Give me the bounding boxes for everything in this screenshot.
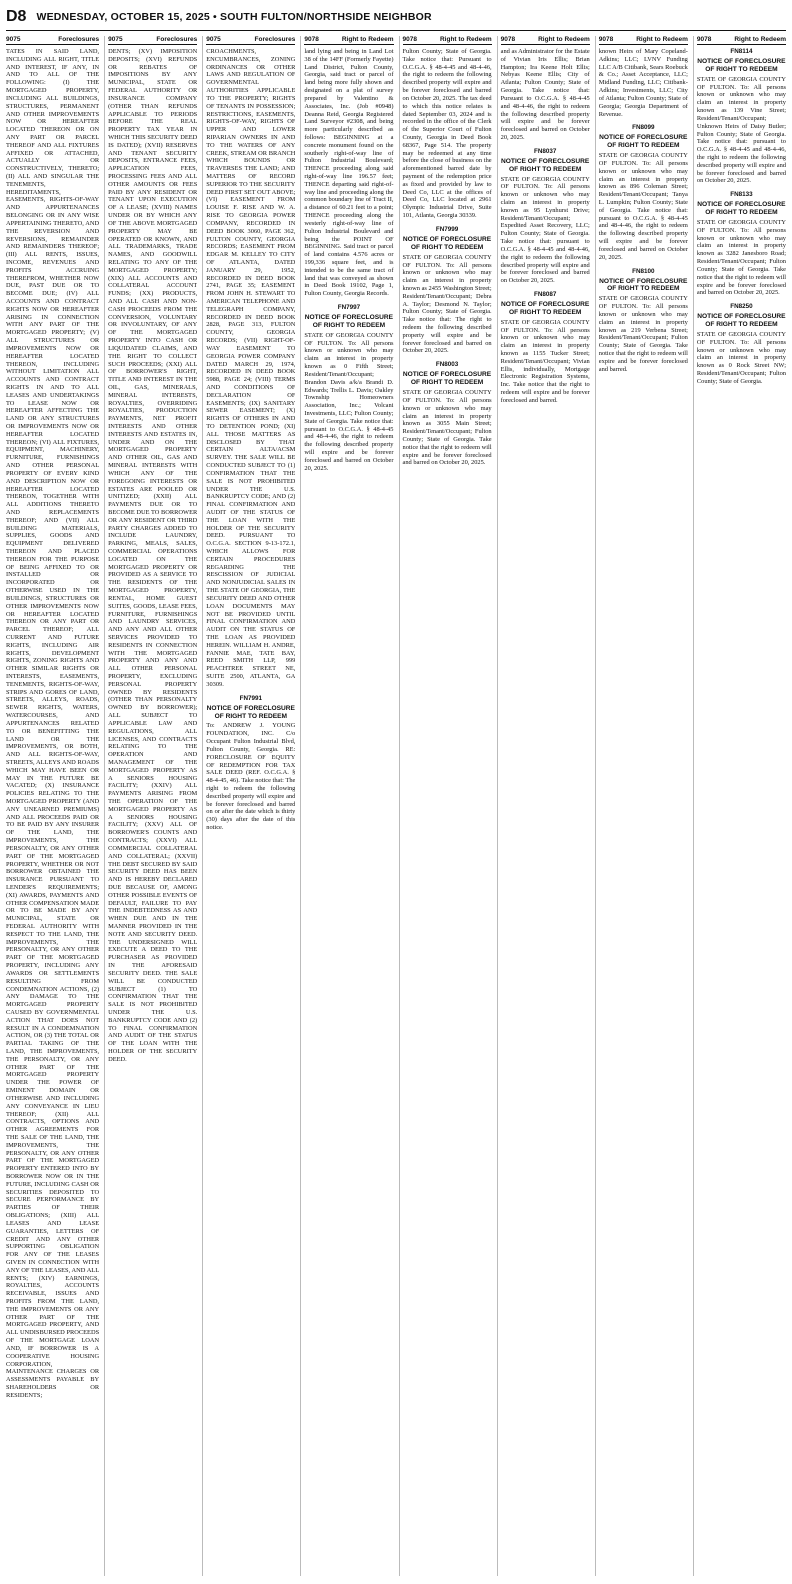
column-section: Right to Redeem bbox=[734, 36, 786, 43]
legal-notice bbox=[403, 226, 492, 355]
legal-notice bbox=[697, 48, 786, 185]
column-header bbox=[304, 36, 393, 45]
notice-id: FN7997 bbox=[337, 304, 361, 311]
notice-id: FN8114 bbox=[730, 48, 753, 55]
notice-heading: NOTICE OF FORECLOSURE OF RIGHT TO REDEEM bbox=[206, 704, 295, 720]
column-tag: 9078 bbox=[402, 36, 417, 43]
masthead bbox=[6, 4, 786, 31]
column-6 bbox=[497, 36, 590, 1576]
legal-notice bbox=[501, 148, 590, 285]
notice-body: STATE OF GEORGIA COUNTY OF FULTON. To: All persons known or unknown who may claim an interest in property known as 3282 Janesboro Road; Resident/Tenant/Occupant; Fulton County; State of Georgia. Take notice that the right to redeem will expire and be forever foreclosed and barred on October 20, 2025. bbox=[696, 219, 786, 297]
column-3 bbox=[202, 36, 295, 1576]
column-header bbox=[6, 36, 99, 45]
column-header bbox=[206, 36, 295, 45]
legal-notice bbox=[599, 124, 688, 261]
notice-body: DENTS; (XV) IMPOSITION DEPOSITS; (XVI) REFUNDS OR REBATES OF IMPOSITIONS BY ANY MUNICIPAL, STATE OR FEDERAL AUTHORITY OR INSURANCE COMPANY (OTHER THAN REFUNDS APPLICABLE TO PERIODS BEFORE THE REAL PROPERTY TAX YEAR IN WHICH THIS SECURITY DEED IS DATED); (XVII) RESERVES AND TENANT SECURITY DEPOSITS, ENTRANCE FEES, APPLICATION FEES, PROCESSING FEES AND ALL OTHER AMOUNTS OR FEES PAID BY ANY RESIDENT OR TENANT UPON EXECUTION OF A LEASE; (XVIII) NAMES UNDER OR BY WHICH ANY OF THE ABOVE MORTGAGED PROPERTY MAY BE OPERATED OR KNOWN, AND ALL TRADEMARKS, TRADE NAMES, AND GOODWILL RELATING TO ANY OF THE MORTGAGED PROPERTY; (XIX) ALL ACCOUNTS AND COLLATERAL ACCOUNT FUNDS; (XX) PRODUCTS, AND ALL CASH AND NON-CASH PROCEEDS FROM THE CONVERSION, VOLUNTARY OR INVOLUNTARY, OF ANY OF THE MORTGAGED PROPERTY INTO CASH OR LIQUIDATED CLAIMS, AND THE RIGHT TO COLLECT SUCH PROCEEDS; (XXI) ALL OF BORROWER'S RIGHT, TITLE AND INTEREST IN THE OIL, GAS, MINERALS, MINERAL INTERESTS, ROYALTIES, OVERRIDING ROYALTIES, PRODUCTION PAYMENTS, NET PROFIT INTERESTS AND OTHER INTERESTS AND ESTATES IN, UNDER AND ON THE MORTGAGED PROPERTY AND OTHER OIL, GAS AND MINERAL INTERESTS WITH WHICH ANY OF THE FOREGOING INTERESTS OR ESTATES ARE POOLED OR UNITIZED; (XXII) ALL PAYMENTS DUE OR TO BECOME DUE TO BORROWER OR ANY RESIDENT OR THIRD PARTY CHARGES ADDED TO INCLUDE LAUNDRY, PARKING, MEALS, SALES, COMMERCIAL OPERATIONS LOCATED ON THE MORTGAGED PROPERTY OR PROVIDED AS A SERVICE TO THE RESIDENTS OF THE MORTGAGED PROPERTY, RENTAL, HOME GUEST SUITES, GOODS, LEASE FEES, FURNITURE, FURNISHINGS AND LAUNDRY SERVICES, AND ANY AND ALL OTHER SERVICES PROVIDED TO RESIDENTS IN CONNECTION WITH THE MORTGAGED PROPERTY AND ANY AND ALL OTHER PERSONAL PROPERTY, EXCLUDING PERSONAL PROPERTY OWNED BY RESIDENTS (OTHER THAN PERSONALTY OWNED BY BORROWER); ALL SUBJECT TO APPLICABLE LAW AND REGULATIONS, ALL LICENSES, AND CONTRACTS RELATING TO THE OPERATION AND MANAGEMENT OF THE MORTGAGED PROPERTY AS A SENIORS HOUSING FACILITY; (XXIV) ALL PAYMENTS ARISING FROM THE OPERATION OF THE MORTGAGED PROPERTY AS A SENIORS HOUSING FACILITY; (XXV) ALL OF BORROWER'S COUNTS AND CONTRACTS; (XXVI) ALL COMMERCIAL COLLATERAL AND COLLATERAL; (XXVII) THE DEBT SECURED BY SAID SECURITY DEED HAS BEEN AND IS HEREBY DECLARED DUE BECAUSE OF, AMONG OTHER POSSIBLE EVENTS OF DEFAULT, FAILURE TO PAY THE INDEBTEDNESS AS AND WHEN DUE AND IN THE MANNER PROVIDED IN THE NOTE AND SECURITY DEED. THE UNDERSIGNED WILL EXECUTE A DEED TO THE PURCHASER AS PROVIDED IN THE AFORESAID SECURITY DEED. THE SALE WILL BE CONDUCTED SUBJECT (1) TO CONFIRMATION THAT THE SALE IS NOT PROHIBITED UNDER THE U.S. BANKRUPTCY CODE AND (2) TO FINAL CONFIRMATION AND AUDIT OF THE STATUS OF THE LOAN WITH THE HOLDER OF THE SECURITY DEED. bbox=[108, 48, 198, 1063]
column-section: Foreclosures bbox=[156, 36, 198, 43]
notice-heading: NOTICE OF FORECLOSURE OF RIGHT TO REDEEM bbox=[697, 313, 786, 329]
legal-notice bbox=[403, 361, 492, 467]
notice-body: land lying and being in Land Lot 38 of the 14FF (Formerly Fayette) Land District, Fulton County, Georgia, said tract or parcel of land being more fully shown and designated on a plat of survey prepared by Valentino & Associates, Inc. (Job #0948) Deanna Reid, Georgia Registered Land Surveyor #2308, and being more particularly described as follows: BEGINNING at a concrete monument found on the southerly right-of-way line of Fulton Industrial Boulevard; THENCE proceeding along said right-of-way line 196.57 feet; THENCE departing said right-of-way line and proceeding along the common boundary line of Tract II, a distance of 60.21 feet to a point; THENCE proceeding along the westerly right-of-way line of Fulton Industrial Boulevard and being the POINT OF BEGINNING. Said tract or parcel of land contains 4.576 acres or 199,336 square feet, and is intended to be the same tract of land that was conveyed as shown in Deed Book 19102, Page 1, Fulton County, Georgia Records. bbox=[304, 48, 394, 298]
notice-body: STATE OF GEORGIA COUNTY OF FULTON. To: All persons known or unknown who may claim an interest in property known as 0 Rock Street NW; Resident/Tenant/Occupant; Fulton County; State of Georgia. bbox=[696, 330, 786, 385]
notice-body: and as Administrator for the Estate of Vivian Iris Ellis; Brian Hampton; Ira Keene Holt Ellis; Nebyas Keene Ellis; City of Atlanta; Fulton County; State of Georgia. Take notice that: Pursuant to O.C.G.A. § 48-4-45 and 48-4-46, the right to redeem the following described property will expire and be forever foreclosed and barred on October 20, 2025. bbox=[500, 48, 590, 141]
legal-notice bbox=[304, 304, 393, 472]
notice-heading: NOTICE OF FORECLOSURE OF RIGHT TO REDEEM bbox=[599, 277, 688, 293]
notice-body: Fulton County; State of Georgia. Take notice that: Pursuant to O.C.G.A. § 48-4-45 and 48-4-46, the right to redeem the following described property will expire and be forever foreclosed and barred on October 20, 2025. The tax deed to which this notice relates is dated September 03, 2024 and is recorded in the office of the Clerk of the Superior Court of Fulton County, Georgia in Deed Book 68367, Page 514. The property may be redeemed at any time before the close of business on the aforementioned barred date by payment of the redemption price as fixed and provided by law to Deed Co, LLC at the offices of Deed Co, LLC located at 2961 Olympic Industrial Drive, Suite 101, Atlanta, Georgia 30339. bbox=[402, 48, 492, 220]
notice-body: STATE OF GEORGIA COUNTY OF FULTON. To: All persons known or unknown who may claim an interest in property known as 0 Fifth Street; Resident/Tenant/Occupant; Brandon Davis a/k/a Brandi D. Edwards; Trellis L. Davis; Oakley Township Homeowners Association, Inc.; Volcani Investments, LLC; Fulton County; State of Georgia. Take notice that: pursuant to O.C.G.A. § 48-4-45 and 48-4-46, the right to redeem the following described property will expire and be forever foreclosed and barred on October 20, 2025. bbox=[304, 331, 394, 472]
legal-notice bbox=[599, 268, 688, 374]
notice-heading: NOTICE OF FORECLOSURE OF RIGHT TO REDEEM bbox=[697, 58, 786, 73]
notice-body: STATE OF GEORGIA COUNTY OF FULTON. To: All persons known or unknown who may claim an interest in property known as 95 Lynhurst Drive; Resident/Tenant/Occupant; Expedited Asset Recovery, LLC; Fulton County; State of Georgia. Take notice that: pursuant to O.C.G.A. § 48-4-45 and 48-4-46, the right to redeem the following described property will expire and be forever foreclosed and barred on October 20, 2025. bbox=[500, 175, 590, 285]
notice-id: FN8099 bbox=[632, 124, 655, 132]
legal-notice bbox=[108, 48, 197, 1064]
legal-notice bbox=[501, 291, 590, 405]
notice-body: STATE OF GEORGIA COUNTY OF FULTON. To: All persons known or unknown who may claim an interest in property known as 2455 Washington Street; Resident/Tenant/Occupant; Debra A. Taylor; Desmond N. Taylor; Fulton County; State of Georgia. Take notice that: The right to redeem the following described property will expire and be forever foreclosed and barred on October 20, 2025. bbox=[402, 253, 492, 355]
column-header bbox=[403, 36, 492, 45]
legal-notice bbox=[206, 48, 295, 689]
notice-body: known Heirs of Mary Copeland-Adkins; LLC; LVNV Funding LLC A/B Citibank, Sears Roebuck & Co.; Asset Acceptance, LLC; Midland Funding, LLC; Citibank-Adkins; Investments, LLC; City of Atlanta; Fulton County; State of Georgia; Georgia Department of Revenue. bbox=[598, 48, 688, 118]
legal-notice bbox=[6, 48, 99, 1400]
notice-id: FN8250 bbox=[730, 303, 753, 311]
notice-id: FN7991 bbox=[239, 694, 263, 702]
column-tag: 9078 bbox=[304, 36, 319, 43]
column-1 bbox=[6, 36, 99, 1576]
column-5 bbox=[399, 36, 492, 1576]
column-section: Right to Redeem bbox=[538, 36, 590, 43]
notice-body: To: ANDREW J. YOUNG FOUNDATION, INC. C/o Occupant Fulton Industrial Blvd, Fulton County, Georgia. RE: FORECLOSURE OF EQUITY OF REDEMPTION FOR TAX SALE DEED (REF. O.C.G.A. § 48-4-45, 46). Take notice that: The right to redeem the following described property will expire and be forever foreclosed and barred on or after the date which is thirty (30) days after the date of this notice. bbox=[206, 722, 296, 831]
column-header bbox=[697, 36, 786, 45]
legal-notice bbox=[501, 48, 590, 142]
column-tag: 9075 bbox=[206, 36, 221, 43]
notice-body: STATE OF GEORGIA COUNTY OF FULTON. To: All persons known or unknown who may claim an interest in property known as 139 Vine Street; Resident/Tenant/Occupant; Unknown Heirs of Daisy Butler; Fulton County; State of Georgia. Take notice that: pursuant to O.C.G.A. § 48-4-45 and 48-4-46, the right to redeem the following described property will expire and be forever foreclosed and barred on October 20, 2025. bbox=[696, 75, 786, 185]
column-section: Right to Redeem bbox=[439, 36, 492, 43]
notice-heading: NOTICE OF FORECLOSURE OF RIGHT TO REDEEM bbox=[402, 371, 492, 387]
notice-body: CROACHMENTS, ENCUMBRANCES, ZONING ORDINANCES OR OTHER LAWS AND REGULATION OF GOVERNMENTAL AUTHORITIES APPLICABLE TO THE PROPERTY; RIGHTS OF TENANTS IN POSSESSION; RESTRICTIONS, EASEMENTS, RIGHTS-OF-WAY, RIGHTS OF UPPER AND LOWER RIPARIAN OWNERS IN AND TO THE WATERS OF ANY CREEK, STREAM OR BRANCH WHICH BOUNDS OR TRAVERSES THE LAND; AND MATTERS OF RECORD SUPERIOR TO THE SECURITY DEED FIRST SET OUT ABOVE; (VI) EASEMENT FROM LOUISE F. RISE AND W. A. RISE TO GEORGIA POWER COMPANY, RECORDED IN DEED BOOK 3060, PAGE 362, FULTON COUNTY, GEORGIA RECORDS; EASEMENT FROM EDGAR M. KELLEY TO CITY OF ATLANTA, DATED JANUARY 29, 1952, RECORDED IN DEED BOOK 2741, PAGE 35; EASEMENT FROM JOHN H. STEWART TO AMERICAN TELEPHONE AND TELEGRAPH COMPANY, RECORDED IN DEED BOOK 2828, PAGE 313, FULTON COUNTY, GEORGIA RECORDS; (VII) RIGHT-OF-WAY EASEMENT TO GEORGIA POWER COMPANY DATED MARCH 29, 1974, RECORDED IN DEED BOOK 5988, PAGE 24; (VIII) TERMS AND CONDITIONS OF DECLARATION OF EASEMENTS; (IX) SANITARY SEWER EASEMENT; (X) RIGHTS OF OTHERS IN AND TO DETENTION POND; (XI) ALL THOSE MATTERS AS DISCLOSED BY THAT CERTAIN ALTA/ACSM SURVEY. THE SALE WILL BE CONDUCTED SUBJECT TO (1) CONFIRMATION THAT THE SALE IS NOT PROHIBITED UNDER THE U.S. BANKRUPTCY CODE; AND (2) FINAL CONFIRMATION AND AUDIT OF THE STATUS OF THE LOAN WITH THE HOLDER OF THE SECURITY DEED. PURSUANT TO O.C.G.A. SECTION 9-13-172.1, WHICH ALLOWS FOR CERTAIN PROCEDURES REGARDING THE RESCISSION OF JUDICIAL AND NONJUDICIAL SALES IN THE STATE OF GEORGIA, THE SECURITY DEED AND OTHER LOAN DOCUMENTS MAY NOT BE PROVIDED UNTIL FINAL CONFIRMATION AND AUDIT ON THE STATUS OF THE LOAN AS PROVIDED HEREIN. WILLIAM H. ANDRE, FANNIE MAE, TATE BAY, REED SMITH LLP, 999 PEACHTREE STREET NE, SUITE 2500, ATLANTA, GA 30309. bbox=[206, 48, 296, 688]
notice-body: STATE OF GEORGIA COUNTY OF FULTON. To: All persons known or unknown who may claim an interest in property known as 3055 Main Street; Resident/Tenant/Occupant; Fulton County; State of Georgia. Take notice that the right to redeem will expire and be forever foreclosed and barred on October 20, 2025. bbox=[402, 389, 492, 467]
column-tag: 9078 bbox=[500, 36, 516, 43]
notice-heading: NOTICE OF FORECLOSURE OF RIGHT TO REDEEM bbox=[501, 300, 590, 316]
column-section: Foreclosures bbox=[254, 36, 296, 43]
column-4 bbox=[300, 36, 393, 1576]
notice-id: FN8037 bbox=[533, 147, 557, 155]
legal-notice bbox=[206, 695, 295, 832]
legal-notice bbox=[697, 303, 786, 386]
legal-notice-columns bbox=[6, 36, 786, 1576]
notice-heading: NOTICE OF FORECLOSURE OF RIGHT TO REDEEM bbox=[501, 157, 590, 173]
notice-id: FN8100 bbox=[632, 267, 655, 275]
notice-heading: NOTICE OF FORECLOSURE OF RIGHT TO REDEEM bbox=[304, 314, 394, 329]
notice-heading: NOTICE OF FORECLOSURE OF RIGHT TO REDEEM bbox=[697, 201, 786, 217]
notice-body: STATE OF GEORGIA COUNTY OF FULTON. To: All persons known or unknown who may claim an interest in property known as 896 Coleman Street; Resident/Tenant/Occupant; Tanya L. Lumpkin; Fulton County; State of Georgia. Take notice that: pursuant to O.C.G.A. § 48-4-45 and 48-4-46, the right to redeem the following described property will expire and be forever foreclosed and barred on October 20, 2025. bbox=[598, 152, 688, 261]
column-header bbox=[599, 36, 688, 45]
notice-body: STATE OF GEORGIA COUNTY OF FULTON. To: All persons known or unknown who may claim an interest in property known as 1155 Tucker Street; Resident/Tenant/Occupant; Vivian Ellis, individually, Mortgage Electronic Registration Systems, Inc. Take notice that the right to redeem will expire and be forever foreclosed and barred. bbox=[500, 318, 590, 404]
column-tag: 9075 bbox=[6, 36, 21, 43]
column-8 bbox=[693, 36, 786, 1576]
column-2 bbox=[104, 36, 197, 1576]
notice-body: STATE OF GEORGIA COUNTY OF FULTON. To: All persons known or unknown who may claim an interest in property known as 219 Verbena Street; Resident/Tenant/Occupant; Fulton County; State of Georgia. Take notice that the right to redeem will expire and be forever foreclosed and barred. bbox=[598, 295, 688, 373]
notice-body: TATES IN SAID LAND, INCLUDING ALL RIGHT, TITLE AND INTEREST, IF ANY, IN AND TO ALL OF THE FOLLOWING: (I) THE MORTGAGED PROPERTY, INCLUDING ALL BUILDINGS, STRUCTURES, PERMANENT AND OTHER IMPROVEMENTS NOW OR HEREAFTER LOCATED THEREON OR ON ANY PART OR PARCEL THEREOF AND ALL FIXTURES AFFIXED OR ATTACHED, ACTUALLY OR CONSTRUCTIVELY, THERETO; (II) ALL AND SINGULAR THE TENEMENTS, HEREDITAMENTS, EASEMENTS, RIGHTS-OF-WAY AND APPURTENANCES BELONGING OR IN ANY WISE APPERTAINING THERETO, AND THE REVERSION AND REVERSIONS, REMAINDER AND REMAINDERS THEREOF; (III) ALL RENTS, ISSUES, INCOME, REVENUES AND PROFITS ACCRUING THEREFROM, WHETHER NOW DUE, PAST DUE OR TO BECOME DUE; (IV) ALL ACCOUNTS AND CONTRACT RIGHTS NOW OR HEREAFTER ARISING IN CONNECTION WITH ANY PART OF THE MORTGAGED PROPERTY; (V) ALL STRUCTURES OR IMPROVEMENTS NOW OR HEREAFTER LOCATED THEREON, INCLUDING WITHOUT LIMITATION ALL ACCOUNTS AND CONTRACT RIGHTS IN AND TO ALL LEASES AND UNDERTAKINGS TO LEASE NOW OR HEREAFTER AFFECTING THE LAND OR ANY STRUCTURES OR IMPROVEMENTS NOW OR HEREAFTER LOCATED THEREON; (VI) ALL FIXTURES, EQUIPMENT, MACHINERY, FURNITURE, FURNISHINGS AND OTHER PERSONAL PROPERTY OF EVERY KIND AND DESCRIPTION NOW OR HEREAFTER LOCATED THEREON, TOGETHER WITH ALL ADDITIONS THERETO AND REPLACEMENTS THEREOF; AND (VII) ALL BUILDING MATERIALS, SUPPLIES, GOODS AND EQUIPMENT DELIVERED THEREON AND PLACED THEREON FOR THE PURPOSE OF BEING AFFIXED TO OR INSTALLED OR INCORPORATED OR OTHERWISE USED IN THE BUILDINGS, STRUCTURES OR OTHER IMPROVEMENTS NOW OR HEREAFTER LOCATED THEREON OR ANY PART OR PARCEL THEREOF; ALL CURRENT AND FUTURE RIGHTS, INCLUDING AIR RIGHTS, DEVELOPMENT RIGHTS, ZONING RIGHTS AND OTHER SIMILAR RIGHTS OR INTERESTS, EASEMENTS, TENEMENTS, RIGHTS-OF-WAY, STRIPS AND GORES OF LAND, STREETS, ALLEYS, ROADS, SEWER RIGHTS, WATERS, WATERCOURSES, AND APPURTENANCES RELATED TO OR BENEFITTING THE LAND OR THE IMPROVEMENTS, OR BOTH, AND ALL RIGHTS-OF-WAY, STREETS, ALLEYS AND ROADS WHICH MAY HAVE BEEN OR MAY IN THE FUTURE BE VACATED; (X) INSURANCE POLICIES RELATING TO THE MORTGAGED PROPERTY (AND ANY UNEARNED PREMIUMS) AND ALL PROCEEDS PAID OR TO BE PAID BY ANY INSURER OF THE LAND, THE IMPROVEMENTS, THE PERSONALTY, OR ANY OTHER PART OF THE MORTGAGED PROPERTY, WHETHER OR NOT BORROWER OBTAINED THE INSURANCE PURSUANT TO LENDER'S REQUIREMENTS; (XI) AWARDS, PAYMENTS AND OTHER COMPENSATION MADE OR TO BE MADE BY ANY MUNICIPAL, STATE OR FEDERAL AUTHORITY WITH RESPECT TO THE LAND, THE IMPROVEMENTS, THE PERSONALTY, OR ANY OTHER PART OF THE MORTGAGED PROPERTY, INCLUDING ANY AWARDS OR SETTLEMENTS RESULTING FROM CONDEMNATION ACTIONS, (2) ANY DAMAGE TO THE MORTGAGED PROPERTY CAUSED BY GOVERNMENTAL ACTION THAT DOES NOT RESULT IN A CONDEMNATION ACTION, OR (3) THE TOTAL OR PARTIAL TAKING OF THE LAND, THE IMPROVEMENTS, THE PERSONALTY, OR ANY OTHER PART OF THE MORTGAGED PROPERTY UNDER THE POWER OF EMINENT DOMAIN OR OTHERWISE AND INCLUDING ANY CONVEYANCE IN LIEU THEREOF; (XII) ALL CONTRACTS, OPTIONS AND OTHER AGREEMENTS FOR THE SALE OF THE LAND, THE IMPROVEMENTS, THE PERSONALTY, OR ANY OTHER PART OF THE MORTGAGED PROPERTY ENTERED INTO BY BORROWER NOW OR IN THE FUTURE, INCLUDING CASH OR SECURITIES DEPOSITED TO SECURE PERFORMANCE BY PARTIES OF THEIR OBLIGATIONS; (XIII) ALL LEASES AND LEASE GUARANTIES, LETTERS OF CREDIT AND ANY OTHER SUPPORTING OBLIGATION FOR ANY OF THE LEASES GIVEN IN CONNECTION WITH ANY OF THE LEASES, AND ALL RENTS; (XIV) EARNINGS, ROYALTIES, ACCOUNTS RECEIVABLE, ISSUES AND PROFITS FROM THE LAND, THE IMPROVEMENTS OR ANY OTHER PART OF THE MORTGAGED PROPERTY, AND ALL UNDISBURSED PROCEEDS OF THE MORTGAGE LOAN AND, IF BORROWER IS A COOPERATIVE HOUSING CORPORATION, MAINTENANCE CHARGES OR ASSESSMENTS PAYABLE BY SHAREHOLDERS OR RESIDENTS; bbox=[6, 48, 100, 1399]
column-tag: 9075 bbox=[108, 36, 123, 43]
column-section: Right to Redeem bbox=[636, 36, 688, 43]
column-tag: 9078 bbox=[598, 36, 614, 43]
legal-notice bbox=[697, 191, 786, 297]
column-header bbox=[108, 36, 197, 45]
notice-id: FN8087 bbox=[533, 290, 557, 298]
notice-id: FN7999 bbox=[435, 225, 459, 233]
column-7 bbox=[595, 36, 688, 1576]
page-number: D8 bbox=[6, 8, 27, 25]
column-header bbox=[501, 36, 590, 45]
legal-notice bbox=[304, 48, 393, 298]
legal-notice bbox=[403, 48, 492, 220]
column-tag: 9078 bbox=[696, 36, 712, 43]
notice-heading: NOTICE OF FORECLOSURE OF RIGHT TO REDEEM bbox=[599, 134, 688, 150]
column-section: Foreclosures bbox=[58, 36, 100, 43]
notice-id: FN8003 bbox=[435, 361, 459, 369]
dateline: WEDNESDAY, OCTOBER 15, 2025 • SOUTH FULTON/NORTHSIDE NEIGHBOR bbox=[36, 11, 432, 23]
notice-heading: NOTICE OF FORECLOSURE OF RIGHT TO REDEEM bbox=[402, 235, 492, 251]
column-section: Right to Redeem bbox=[341, 36, 394, 43]
notice-id: FN8133 bbox=[730, 191, 753, 199]
legal-notice bbox=[599, 48, 688, 118]
